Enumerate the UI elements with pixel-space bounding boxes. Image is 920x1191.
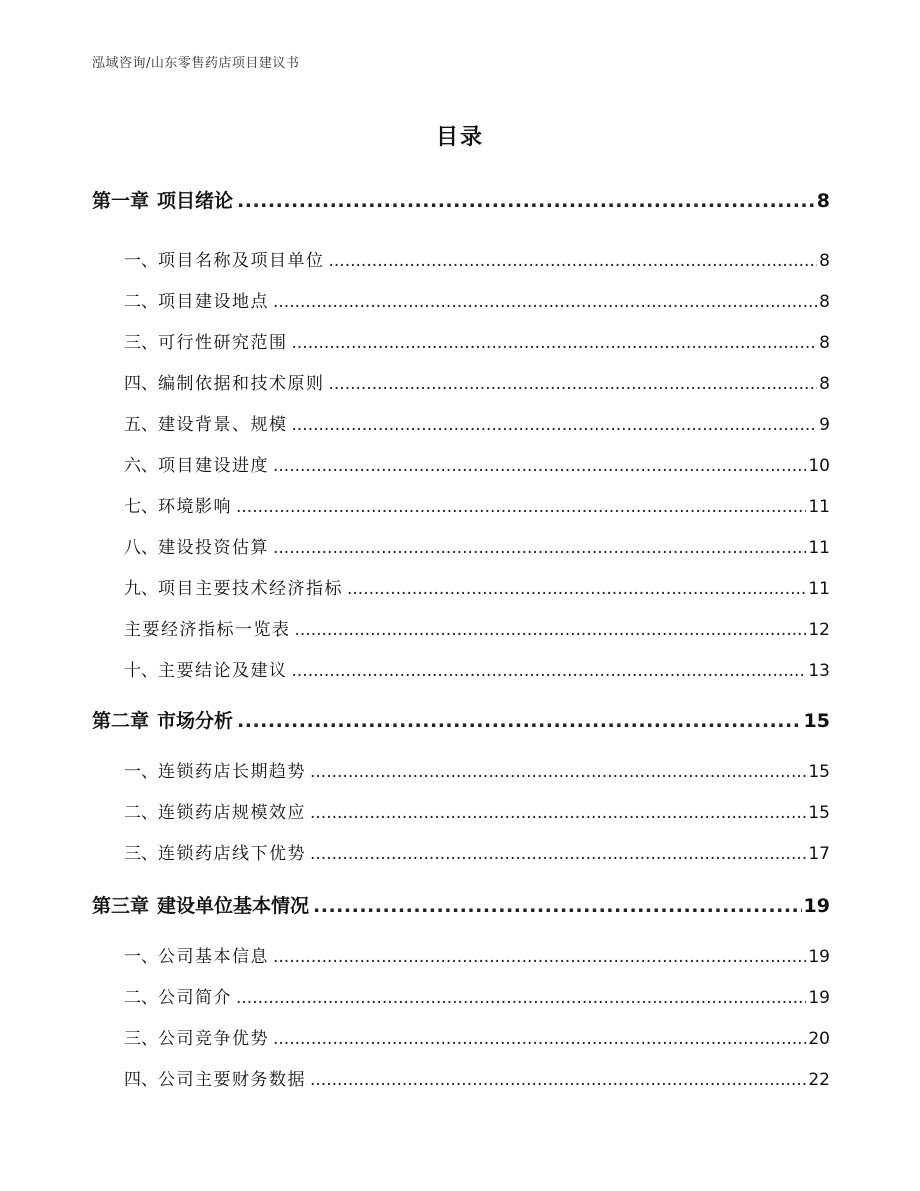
toc-page-number: 8 [819,374,830,394]
toc-entry-number: 七、 [124,497,158,517]
toc-entry-number: 第三章 [92,895,150,917]
toc-section-entry[interactable] [124,656,830,681]
toc-dot-leader [237,710,802,732]
toc-entry-number: 二、 [124,292,158,312]
page-title: 目录 [435,125,484,150]
toc-dot-leader [310,762,806,782]
toc-entry-title: 项目绪论 [157,190,234,212]
toc-page-number: 19 [808,947,830,967]
toc-entry-number: 三、 [124,844,158,864]
toc-page-number: 15 [803,710,830,732]
toc-section-entry[interactable] [124,983,830,1008]
toc-section-entry[interactable] [124,287,830,312]
toc-entry-title: 编制依据和技术原则 [158,374,325,394]
toc-dot-leader [310,1070,806,1090]
toc-dot-leader [273,947,806,967]
toc-dot-leader [273,292,817,312]
toc-entry-title: 主要经济指标一览表 [124,620,291,640]
toc-dot-leader [310,844,806,864]
toc-section-entry[interactable] [124,615,830,640]
toc-page-number: 11 [808,497,830,517]
toc-page-number: 13 [808,661,830,681]
toc-dot-leader [313,895,802,917]
toc-entry-title: 项目名称及项目单位 [158,251,325,271]
toc-entry-title: 连锁药店长期趋势 [158,762,306,782]
toc-section-entry[interactable] [124,246,830,271]
toc-page-number: 10 [808,456,830,476]
toc-dot-leader [329,374,818,394]
toc-page-number: 8 [819,292,830,312]
toc-dot-leader [310,803,806,823]
toc-section-entry[interactable] [124,757,830,782]
toc-section-entry[interactable] [124,798,830,823]
toc-entry-title: 建设单位基本情况 [157,895,310,917]
toc-entry-number: 六、 [124,456,158,476]
toc-section-entry[interactable] [124,492,830,517]
toc-dot-leader [347,579,806,599]
toc-entry-title: 公司竞争优势 [158,1029,269,1049]
toc-page-number: 22 [808,1070,830,1090]
toc-entry-title: 建设投资估算 [158,538,269,558]
toc-entry-title: 环境影响 [158,497,232,517]
toc-entry-number: 八、 [124,538,158,558]
toc-page-number: 8 [819,251,830,271]
toc-section-entry[interactable] [124,1065,830,1090]
toc-chapter-entry[interactable] [92,706,830,733]
toc-entry-title: 连锁药店规模效应 [158,803,306,823]
toc-entry-number: 十、 [124,661,158,681]
toc-page-number: 20 [808,1029,830,1049]
toc-page-number: 8 [819,333,830,353]
toc-entry-number: 三、 [124,333,158,353]
toc-page-number: 15 [808,762,830,782]
toc-entry-title: 主要结论及建议 [158,661,288,681]
toc-dot-leader [273,1029,806,1049]
toc-page-number: 17 [808,844,830,864]
toc-section-entry[interactable] [124,369,830,394]
toc-page-number: 12 [808,620,830,640]
toc-entry-number: 九、 [124,579,158,599]
toc-section-entry[interactable] [124,533,830,558]
toc-entry-title: 项目建设进度 [158,456,269,476]
toc-entry-number: 一、 [124,251,158,271]
toc-entry-number: 三、 [124,1029,158,1049]
running-header: 泓域咨询/山东零售药店项目建议书 [92,56,300,71]
toc-entry-number: 四、 [124,1070,158,1090]
toc-section-entry[interactable] [124,574,830,599]
toc-entry-number: 二、 [124,803,158,823]
toc-page-number: 11 [808,579,830,599]
toc-entry-number: 五、 [124,415,158,435]
toc-entry-title: 公司简介 [158,988,232,1008]
toc-page-number: 11 [808,538,830,558]
toc-dot-leader [292,415,818,435]
toc-section-entry[interactable] [124,839,830,864]
toc-entry-title: 公司基本信息 [158,947,269,967]
toc-chapter-entry[interactable] [92,186,830,213]
toc-page-number: 9 [819,415,830,435]
toc-entry-title: 连锁药店线下优势 [158,844,306,864]
toc-section-entry[interactable] [124,1024,830,1049]
toc-dot-leader [292,661,807,681]
toc-entry-number: 二、 [124,988,158,1008]
toc-dot-leader [329,251,818,271]
toc-dot-leader [295,620,807,640]
toc-entry-title: 市场分析 [157,710,234,732]
toc-page-number: 15 [808,803,830,823]
toc-entry-number: 一、 [124,762,158,782]
toc-page-number: 8 [816,190,830,212]
toc-dot-leader [237,190,815,212]
toc-chapter-entry[interactable] [92,891,830,918]
toc-dot-leader [236,988,806,1008]
toc-section-entry[interactable] [124,942,830,967]
toc-section-entry[interactable] [124,328,830,353]
toc-entry-number: 第二章 [92,710,150,732]
toc-entry-number: 第一章 [92,190,150,212]
toc-entry-number: 四、 [124,374,158,394]
toc-page-number: 19 [803,895,830,917]
toc-dot-leader [236,497,806,517]
toc-entry-title: 项目主要技术经济指标 [158,579,343,599]
toc-entry-title: 项目建设地点 [158,292,269,312]
toc-dot-leader [273,538,806,558]
toc-entry-number: 一、 [124,947,158,967]
toc-section-entry[interactable] [124,451,830,476]
toc-dot-leader [292,333,818,353]
toc-page-number: 19 [808,988,830,1008]
toc-entry-title: 公司主要财务数据 [158,1070,306,1090]
toc-section-entry[interactable] [124,410,830,435]
toc-entry-title: 建设背景、规模 [158,415,288,435]
toc-dot-leader [273,456,806,476]
toc-entry-title: 可行性研究范围 [158,333,288,353]
